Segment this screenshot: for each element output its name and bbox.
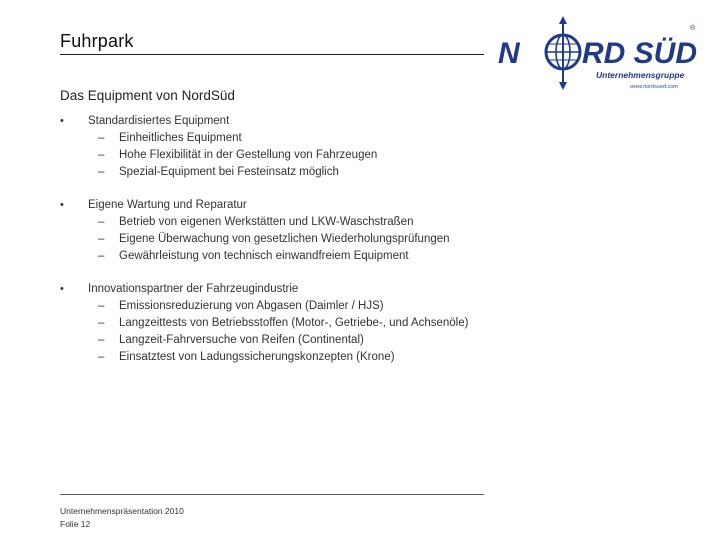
slide-subtitle: Das Equipment von NordSüd bbox=[60, 88, 235, 103]
bullet-icon: • bbox=[60, 283, 64, 295]
bullet-item bbox=[60, 113, 700, 130]
sub-bullet-text: Emissionsreduzierung von Abgasen (Daimler / HJS) bbox=[119, 300, 384, 312]
bullet-content bbox=[60, 113, 700, 382]
title-rule bbox=[60, 54, 484, 55]
dash-icon: – bbox=[98, 351, 105, 363]
sub-bullet-item bbox=[60, 315, 700, 332]
slide-title: Fuhrpark bbox=[60, 31, 134, 51]
sub-bullet-item bbox=[60, 298, 700, 315]
sub-bullet-item bbox=[60, 231, 700, 248]
sub-bullet-text: Gewährleistung von technisch einwandfreiem Equipment bbox=[119, 250, 409, 262]
bullet-section bbox=[60, 197, 700, 265]
sub-bullet-text: Hohe Flexibilität in der Gestellung von Fahrzeugen bbox=[119, 149, 378, 161]
sub-bullet-item bbox=[60, 164, 700, 181]
dash-icon: – bbox=[98, 300, 105, 312]
dash-icon: – bbox=[98, 317, 105, 329]
bullet-heading: Eigene Wartung und Reparatur bbox=[88, 199, 247, 211]
dash-icon: – bbox=[98, 334, 105, 346]
sub-bullet-text: Eigene Überwachung von gesetzlichen Wiederholungsprüfungen bbox=[119, 233, 450, 245]
logo-text-rdsued: RD SÜD bbox=[582, 37, 698, 70]
sub-bullet-text: Einsatztest von Ladungssicherungskonzepten (Krone) bbox=[119, 351, 395, 363]
sub-bullet-item bbox=[60, 248, 700, 265]
dash-icon: – bbox=[98, 216, 105, 228]
sub-bullet-item bbox=[60, 214, 700, 231]
bullet-heading: Innovationspartner der Fahrzeugindustrie bbox=[88, 283, 299, 295]
sub-bullet-text: Betrieb von eigenen Werkstätten und LKW-Waschstraßen bbox=[119, 216, 414, 228]
dash-icon: – bbox=[98, 233, 105, 245]
logo-text-n: N bbox=[498, 37, 520, 70]
sub-bullet-text: Spezial-Equipment bei Festeinsatz möglich bbox=[119, 166, 339, 178]
nordsued-logo bbox=[488, 16, 704, 92]
dash-icon: – bbox=[98, 250, 105, 262]
footer-rule bbox=[60, 494, 484, 495]
bullet-section bbox=[60, 113, 700, 181]
slide-footer bbox=[60, 505, 184, 531]
dash-icon: – bbox=[98, 132, 105, 144]
dash-icon: – bbox=[98, 149, 105, 161]
bullet-item bbox=[60, 281, 700, 298]
logo-tagline: Unternehmensgruppe bbox=[596, 70, 685, 80]
sub-bullet-item bbox=[60, 130, 700, 147]
bullet-icon: • bbox=[60, 115, 64, 127]
footer-presentation: Unternehmenspräsentation 2010 bbox=[60, 506, 184, 516]
bullet-section bbox=[60, 281, 700, 366]
sub-bullet-text: Langzeit-Fahrversuche von Reifen (Continental) bbox=[119, 334, 364, 346]
bullet-heading: Standardisiertes Equipment bbox=[88, 115, 230, 127]
sub-bullet-item bbox=[60, 349, 700, 366]
logo-url: www.nordsued.com bbox=[630, 84, 678, 90]
sub-bullet-text: Langzeittests von Betriebsstoffen (Motor-, Getriebe-, und Achsenöle) bbox=[119, 317, 469, 329]
bullet-item bbox=[60, 197, 700, 214]
sub-bullet-text: Einheitliches Equipment bbox=[119, 132, 242, 144]
bullet-icon: • bbox=[60, 199, 64, 211]
logo-registered: ® bbox=[690, 25, 696, 32]
sub-bullet-item bbox=[60, 332, 700, 349]
dash-icon: – bbox=[98, 166, 105, 178]
sub-bullet-item bbox=[60, 147, 700, 164]
footer-slide-number: Folie 12 bbox=[60, 519, 91, 529]
globe-icon bbox=[546, 16, 580, 90]
